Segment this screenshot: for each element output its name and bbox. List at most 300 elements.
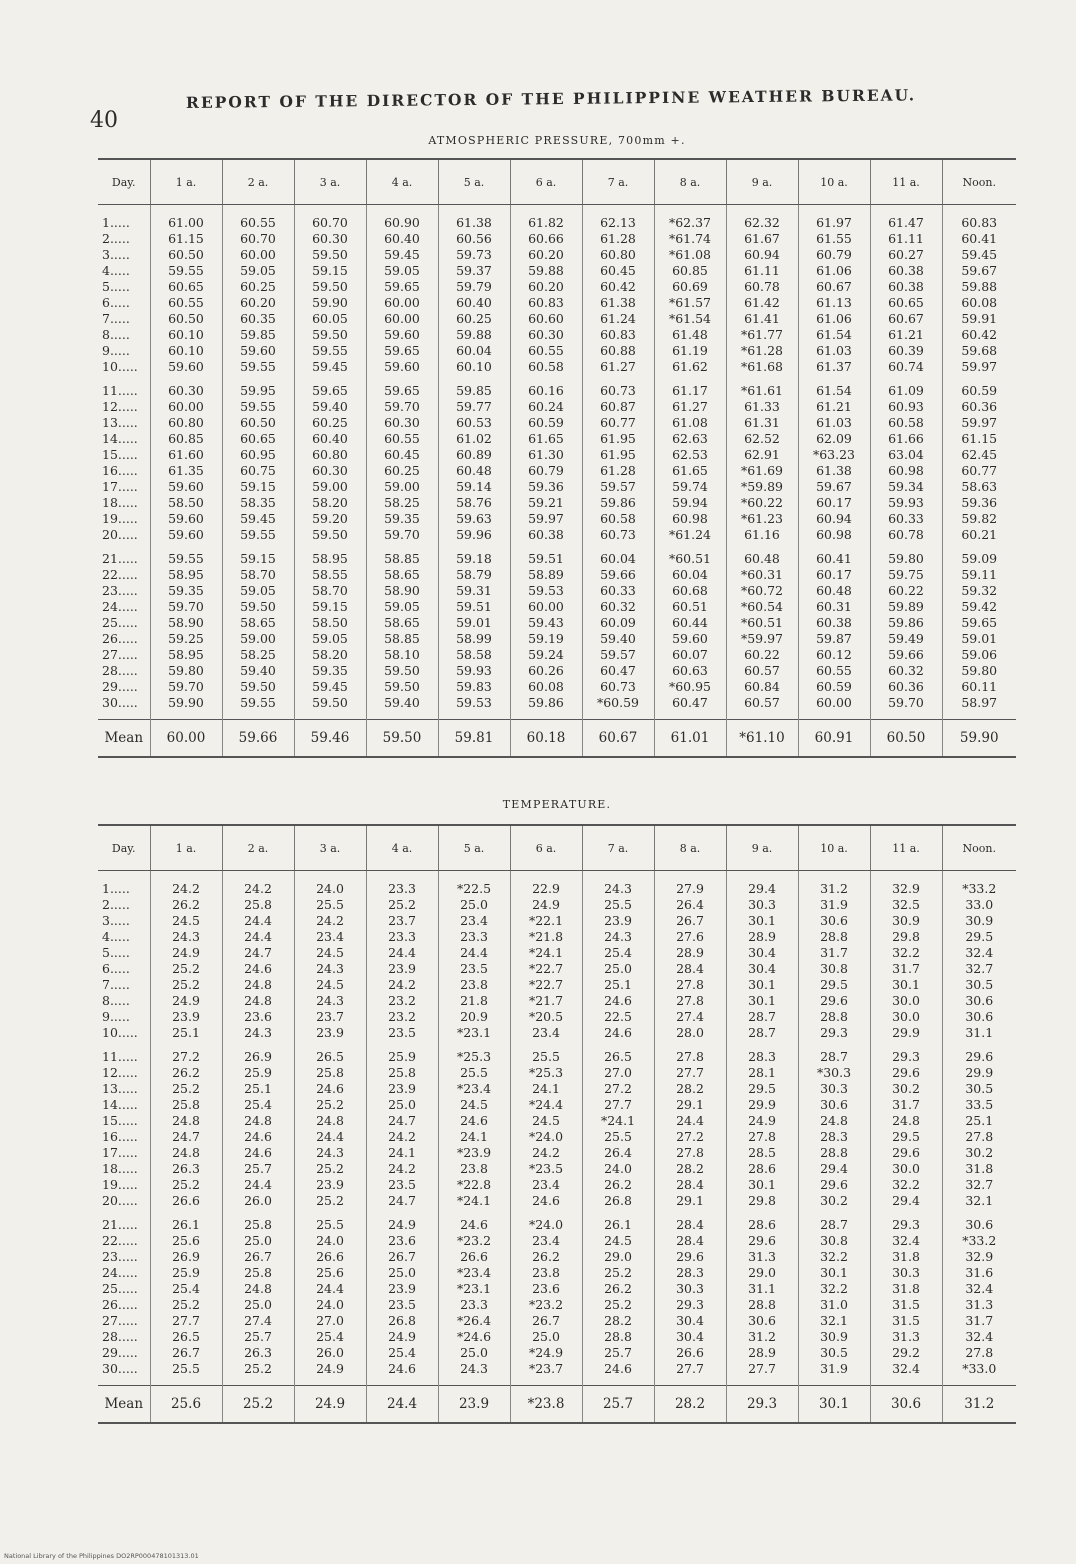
value-cell: 29.4 xyxy=(798,1161,870,1177)
day-cell: 9..... xyxy=(102,1009,130,1024)
value-cell: 30.4 xyxy=(654,1313,726,1329)
day-cell: 11..... xyxy=(102,1049,138,1064)
day-cell: 12..... xyxy=(102,399,138,414)
value-cell: 25.2 xyxy=(150,1297,222,1313)
value-cell: 28.8 xyxy=(798,1145,870,1161)
spacer-cell xyxy=(582,871,654,882)
value-cell: 60.07 xyxy=(654,647,726,663)
value-cell: 59.00 xyxy=(294,479,366,495)
value-cell: 25.0 xyxy=(222,1297,294,1313)
spacer-cell xyxy=(798,871,870,882)
value-cell: 61.31 xyxy=(726,415,798,431)
value-cell: 59.65 xyxy=(366,383,438,399)
value-cell: 59.06 xyxy=(942,647,1016,663)
mean-row xyxy=(98,720,1016,758)
value-cell: 25.5 xyxy=(582,897,654,913)
column-header-day: Day. xyxy=(98,825,150,871)
table-row xyxy=(98,663,1016,679)
spacer-cell xyxy=(510,375,582,383)
spacer-cell xyxy=(726,1209,798,1217)
spacer-cell xyxy=(222,1377,294,1386)
value-cell: 24.3 xyxy=(294,961,366,977)
value-cell: 30.6 xyxy=(726,1313,798,1329)
value-cell: 28.8 xyxy=(726,1297,798,1313)
value-cell: 59.53 xyxy=(438,695,510,711)
table-row xyxy=(98,679,1016,695)
value-cell: 24.9 xyxy=(726,1113,798,1129)
value-cell: 59.67 xyxy=(798,479,870,495)
spacer-cell xyxy=(366,711,438,720)
value-cell: 60.84 xyxy=(726,679,798,695)
value-cell: 60.73 xyxy=(582,679,654,695)
value-cell: 29.6 xyxy=(798,1177,870,1193)
spacer-cell xyxy=(582,711,654,720)
mean-label: Mean xyxy=(98,1386,150,1424)
value-cell: 32.1 xyxy=(942,1193,1016,1209)
value-cell: 60.32 xyxy=(870,663,942,679)
value-cell: 27.2 xyxy=(150,1049,222,1065)
value-cell: 59.88 xyxy=(438,327,510,343)
table-row xyxy=(98,695,1016,711)
spacer-cell xyxy=(366,871,438,882)
value-cell: 60.77 xyxy=(942,463,1016,479)
value-cell: 27.8 xyxy=(726,1129,798,1145)
value-cell: 31.5 xyxy=(870,1297,942,1313)
table-row xyxy=(98,279,1016,295)
value-cell: 59.21 xyxy=(510,495,582,511)
mean-value: 25.7 xyxy=(582,1386,654,1424)
value-cell: 60.20 xyxy=(510,279,582,295)
value-cell: 26.7 xyxy=(222,1249,294,1265)
value-cell: 59.05 xyxy=(222,583,294,599)
table-row xyxy=(98,897,1016,913)
value-cell: 59.50 xyxy=(294,279,366,295)
value-cell: 60.36 xyxy=(942,399,1016,415)
spacer-cell xyxy=(150,1377,222,1386)
value-cell: 60.11 xyxy=(942,679,1016,695)
value-cell: 59.55 xyxy=(222,695,294,711)
value-cell: 31.8 xyxy=(942,1161,1016,1177)
value-cell: 24.1 xyxy=(438,1129,510,1145)
value-cell: 31.3 xyxy=(942,1297,1016,1313)
day-cell: 12..... xyxy=(102,1065,138,1080)
value-cell: 61.19 xyxy=(654,343,726,359)
value-cell: 30.6 xyxy=(798,913,870,929)
value-cell: 25.2 xyxy=(294,1161,366,1177)
mean-row xyxy=(98,1386,1016,1424)
table-row xyxy=(98,945,1016,961)
value-cell: 23.5 xyxy=(438,961,510,977)
value-cell: *61.68 xyxy=(726,359,798,375)
day-cell: 7..... xyxy=(102,311,130,326)
value-cell: 28.9 xyxy=(726,1345,798,1361)
value-cell: 60.98 xyxy=(798,527,870,543)
value-cell: 58.90 xyxy=(150,615,222,631)
value-cell: 60.90 xyxy=(366,215,438,231)
value-cell: 59.86 xyxy=(582,495,654,511)
column-header-hour: 1 a. xyxy=(150,159,222,205)
value-cell: 60.79 xyxy=(510,463,582,479)
day-cell: 22..... xyxy=(102,567,138,582)
value-cell: 23.7 xyxy=(294,1009,366,1025)
value-cell: 28.3 xyxy=(726,1049,798,1065)
value-cell: 60.50 xyxy=(150,247,222,263)
table-row xyxy=(98,263,1016,279)
value-cell: 25.1 xyxy=(582,977,654,993)
value-cell: 30.2 xyxy=(942,1145,1016,1161)
value-cell: 59.65 xyxy=(366,279,438,295)
value-cell: 59.86 xyxy=(870,615,942,631)
value-cell: 60.50 xyxy=(150,311,222,327)
spacer-cell xyxy=(150,375,222,383)
value-cell: 60.48 xyxy=(726,551,798,567)
value-cell: 31.2 xyxy=(798,881,870,897)
value-cell: *24.0 xyxy=(510,1129,582,1145)
value-cell: 58.99 xyxy=(438,631,510,647)
value-cell: 29.3 xyxy=(798,1025,870,1041)
value-cell: 25.2 xyxy=(150,1081,222,1097)
value-cell: 23.5 xyxy=(366,1297,438,1313)
value-cell: 58.63 xyxy=(942,479,1016,495)
value-cell: *23.9 xyxy=(438,1145,510,1161)
value-cell: 24.6 xyxy=(366,1361,438,1377)
value-cell: 29.5 xyxy=(942,929,1016,945)
running-head: REPORT OF THE DIRECTOR OF THE PHILIPPINE WEATHER BUREAU. xyxy=(185,85,917,112)
spacer-cell xyxy=(98,205,150,216)
day-cell: 30..... xyxy=(102,695,138,710)
value-cell: *24.1 xyxy=(582,1113,654,1129)
value-cell: 28.2 xyxy=(582,1313,654,1329)
spacer-cell xyxy=(654,205,726,216)
value-cell: *60.95 xyxy=(654,679,726,695)
value-cell: 25.2 xyxy=(222,1361,294,1377)
value-cell: 26.2 xyxy=(150,897,222,913)
value-cell: 60.78 xyxy=(726,279,798,295)
value-cell: 26.5 xyxy=(294,1049,366,1065)
value-cell: 60.63 xyxy=(654,663,726,679)
value-cell: 60.87 xyxy=(582,399,654,415)
value-cell: 62.32 xyxy=(726,215,798,231)
value-cell: 26.3 xyxy=(150,1161,222,1177)
day-cell: 8..... xyxy=(102,327,130,342)
value-cell: 60.25 xyxy=(366,463,438,479)
value-cell: 24.9 xyxy=(366,1329,438,1345)
value-cell: 60.38 xyxy=(870,279,942,295)
value-cell: 24.6 xyxy=(222,1129,294,1145)
value-cell: 25.9 xyxy=(366,1049,438,1065)
spacer-cell xyxy=(870,543,942,551)
value-cell: 24.0 xyxy=(582,1161,654,1177)
value-cell: 32.4 xyxy=(870,1361,942,1377)
value-cell: 60.33 xyxy=(870,511,942,527)
value-cell: 59.24 xyxy=(510,647,582,663)
table-row xyxy=(98,431,1016,447)
value-cell: 59.50 xyxy=(294,527,366,543)
value-cell: 62.63 xyxy=(654,431,726,447)
value-cell: 60.31 xyxy=(798,599,870,615)
value-cell: 60.16 xyxy=(510,383,582,399)
spacer-cell xyxy=(438,871,510,882)
day-cell: 27..... xyxy=(102,647,138,662)
day-cell: 18..... xyxy=(102,1161,138,1176)
value-cell: 23.9 xyxy=(366,1281,438,1297)
value-cell: 23.9 xyxy=(582,913,654,929)
day-cell: 21..... xyxy=(102,551,138,566)
table-row xyxy=(98,567,1016,583)
value-cell: 59.40 xyxy=(366,695,438,711)
day-cell: 1..... xyxy=(102,215,130,230)
value-cell: 59.60 xyxy=(150,479,222,495)
value-cell: 59.45 xyxy=(942,247,1016,263)
value-cell: 59.55 xyxy=(222,527,294,543)
spacer-cell xyxy=(870,375,942,383)
value-cell: 58.50 xyxy=(150,495,222,511)
value-cell: 32.9 xyxy=(870,881,942,897)
value-cell: 26.7 xyxy=(654,913,726,929)
value-cell: 26.4 xyxy=(654,897,726,913)
spacer-cell xyxy=(798,1377,870,1386)
value-cell: 24.8 xyxy=(222,1281,294,1297)
value-cell: 30.8 xyxy=(798,961,870,977)
spacer-cell xyxy=(98,543,150,551)
value-cell: 31.3 xyxy=(726,1249,798,1265)
table-row xyxy=(98,647,1016,663)
value-cell: 60.83 xyxy=(942,215,1016,231)
value-cell: 24.8 xyxy=(870,1113,942,1129)
value-cell: 25.0 xyxy=(438,1345,510,1361)
table-row xyxy=(98,929,1016,945)
value-cell: 30.8 xyxy=(798,1233,870,1249)
value-cell: 59.05 xyxy=(366,599,438,615)
value-cell: 25.8 xyxy=(222,1217,294,1233)
value-cell: 59.60 xyxy=(222,343,294,359)
value-cell: 24.3 xyxy=(582,929,654,945)
value-cell: 25.5 xyxy=(438,1065,510,1081)
value-cell: 24.6 xyxy=(438,1217,510,1233)
value-cell: 59.35 xyxy=(294,663,366,679)
value-cell: 59.65 xyxy=(366,343,438,359)
table-row xyxy=(98,1233,1016,1249)
value-cell: 61.00 xyxy=(150,215,222,231)
value-cell: 60.59 xyxy=(798,679,870,695)
value-cell: 31.1 xyxy=(942,1025,1016,1041)
spacer-cell xyxy=(942,1377,1016,1386)
pressure-table xyxy=(98,158,1016,758)
value-cell: *24.1 xyxy=(510,945,582,961)
spacer-cell xyxy=(870,871,942,882)
value-cell: 61.82 xyxy=(510,215,582,231)
column-header-hour: 4 a. xyxy=(366,825,438,871)
value-cell: 60.40 xyxy=(438,295,510,311)
value-cell: 24.5 xyxy=(510,1113,582,1129)
value-cell: 25.4 xyxy=(294,1329,366,1345)
value-cell: 60.66 xyxy=(510,231,582,247)
value-cell: 58.35 xyxy=(222,495,294,511)
value-cell: 59.01 xyxy=(438,615,510,631)
value-cell: 59.45 xyxy=(222,511,294,527)
value-cell: *60.51 xyxy=(726,615,798,631)
value-cell: 60.48 xyxy=(798,583,870,599)
spacer-cell xyxy=(294,375,366,383)
value-cell: 31.9 xyxy=(798,1361,870,1377)
table-row xyxy=(98,1113,1016,1129)
value-cell: 24.9 xyxy=(150,945,222,961)
value-cell: 60.05 xyxy=(294,311,366,327)
day-cell: 10..... xyxy=(102,359,138,374)
table-row xyxy=(98,399,1016,415)
value-cell: 26.6 xyxy=(150,1193,222,1209)
value-cell: 25.7 xyxy=(222,1329,294,1345)
value-cell: *25.3 xyxy=(510,1065,582,1081)
value-cell: 25.7 xyxy=(582,1345,654,1361)
value-cell: 28.9 xyxy=(654,945,726,961)
value-cell: 60.17 xyxy=(798,495,870,511)
value-cell: 59.20 xyxy=(294,511,366,527)
value-cell: 23.4 xyxy=(438,913,510,929)
value-cell: 25.2 xyxy=(150,977,222,993)
value-cell: 29.3 xyxy=(654,1297,726,1313)
value-cell: 31.7 xyxy=(870,961,942,977)
value-cell: 60.95 xyxy=(222,447,294,463)
mean-value: 30.6 xyxy=(870,1386,942,1424)
spacer-cell xyxy=(942,1209,1016,1217)
spacer-cell xyxy=(222,375,294,383)
value-cell: 28.0 xyxy=(654,1025,726,1041)
row-spacer xyxy=(98,375,1016,383)
value-cell: 60.65 xyxy=(150,279,222,295)
table-row xyxy=(98,1329,1016,1345)
value-cell: 30.6 xyxy=(942,1009,1016,1025)
mean-value: 28.2 xyxy=(654,1386,726,1424)
value-cell: 33.5 xyxy=(942,1097,1016,1113)
value-cell: 27.7 xyxy=(582,1097,654,1113)
value-cell: 61.06 xyxy=(798,263,870,279)
value-cell: 32.9 xyxy=(942,1249,1016,1265)
spacer-cell xyxy=(150,205,222,216)
value-cell: 24.0 xyxy=(294,1297,366,1313)
value-cell: 27.4 xyxy=(222,1313,294,1329)
spacer-cell xyxy=(942,711,1016,720)
spacer-cell xyxy=(726,711,798,720)
value-cell: 58.70 xyxy=(222,567,294,583)
spacer-cell xyxy=(222,1041,294,1049)
value-cell: 26.7 xyxy=(150,1345,222,1361)
value-cell: *23.2 xyxy=(438,1233,510,1249)
value-cell: 26.2 xyxy=(582,1177,654,1193)
value-cell: 26.1 xyxy=(150,1217,222,1233)
value-cell: 61.55 xyxy=(798,231,870,247)
value-cell: 59.93 xyxy=(438,663,510,679)
value-cell: 59.55 xyxy=(222,359,294,375)
spacer-cell xyxy=(366,1209,438,1217)
value-cell: 24.4 xyxy=(222,1177,294,1193)
value-cell: 59.65 xyxy=(942,615,1016,631)
value-cell: 61.37 xyxy=(798,359,870,375)
value-cell: 60.08 xyxy=(942,295,1016,311)
day-cell: 30..... xyxy=(102,1361,138,1376)
table-row xyxy=(98,415,1016,431)
value-cell: 60.00 xyxy=(798,695,870,711)
value-cell: 60.04 xyxy=(438,343,510,359)
value-cell: 60.42 xyxy=(582,279,654,295)
day-cell: 27..... xyxy=(102,1313,138,1328)
header-row xyxy=(98,825,1016,871)
value-cell: 60.00 xyxy=(222,247,294,263)
day-cell: 20..... xyxy=(102,527,138,542)
value-cell: 60.83 xyxy=(582,327,654,343)
value-cell: 28.4 xyxy=(654,1177,726,1193)
value-cell: 59.93 xyxy=(870,495,942,511)
value-cell: 26.1 xyxy=(582,1217,654,1233)
table-row xyxy=(98,881,1016,897)
value-cell: 24.7 xyxy=(222,945,294,961)
value-cell: 60.50 xyxy=(222,415,294,431)
value-cell: 61.38 xyxy=(438,215,510,231)
value-cell: 59.35 xyxy=(150,583,222,599)
day-cell: 23..... xyxy=(102,583,138,598)
value-cell: *60.54 xyxy=(726,599,798,615)
value-cell: 59.63 xyxy=(438,511,510,527)
value-cell: 59.25 xyxy=(150,631,222,647)
column-header-hour: 2 a. xyxy=(222,825,294,871)
value-cell: 24.4 xyxy=(366,945,438,961)
value-cell: 60.45 xyxy=(582,263,654,279)
value-cell: 60.20 xyxy=(222,295,294,311)
value-cell: 31.3 xyxy=(870,1329,942,1345)
value-cell: 59.89 xyxy=(870,599,942,615)
value-cell: 60.00 xyxy=(366,311,438,327)
value-cell: 29.4 xyxy=(870,1193,942,1209)
value-cell: *23.5 xyxy=(510,1161,582,1177)
value-cell: 30.1 xyxy=(798,1265,870,1281)
value-cell: 30.9 xyxy=(942,913,1016,929)
spacer-cell xyxy=(294,871,366,882)
day-cell: 16..... xyxy=(102,463,138,478)
value-cell: 59.45 xyxy=(366,247,438,263)
row-spacer xyxy=(98,1209,1016,1217)
spacer-cell xyxy=(942,205,1016,216)
value-cell: 25.2 xyxy=(366,897,438,913)
value-cell: 23.5 xyxy=(366,1177,438,1193)
value-cell: 59.97 xyxy=(942,359,1016,375)
value-cell: 23.4 xyxy=(510,1025,582,1041)
value-cell: 59.70 xyxy=(870,695,942,711)
value-cell: 32.2 xyxy=(798,1249,870,1265)
column-header-hour: 7 a. xyxy=(582,825,654,871)
value-cell: 24.3 xyxy=(294,993,366,1009)
value-cell: 58.95 xyxy=(150,647,222,663)
value-cell: 28.8 xyxy=(798,1009,870,1025)
value-cell: *33.0 xyxy=(942,1361,1016,1377)
spacer-cell xyxy=(294,205,366,216)
value-cell: 60.59 xyxy=(942,383,1016,399)
value-cell: 29.5 xyxy=(726,1081,798,1097)
value-cell: 27.8 xyxy=(942,1129,1016,1145)
table-row xyxy=(98,527,1016,543)
table-row xyxy=(98,1161,1016,1177)
value-cell: 61.28 xyxy=(582,463,654,479)
value-cell: 60.51 xyxy=(654,599,726,615)
table-row xyxy=(98,1361,1016,1377)
value-cell: 24.7 xyxy=(366,1113,438,1129)
value-cell: 31.8 xyxy=(870,1281,942,1297)
mean-value: 59.81 xyxy=(438,720,510,758)
value-cell: *60.51 xyxy=(654,551,726,567)
value-cell: 24.3 xyxy=(582,881,654,897)
value-cell: 59.60 xyxy=(150,511,222,527)
value-cell: 59.50 xyxy=(294,327,366,343)
value-cell: 59.94 xyxy=(654,495,726,511)
